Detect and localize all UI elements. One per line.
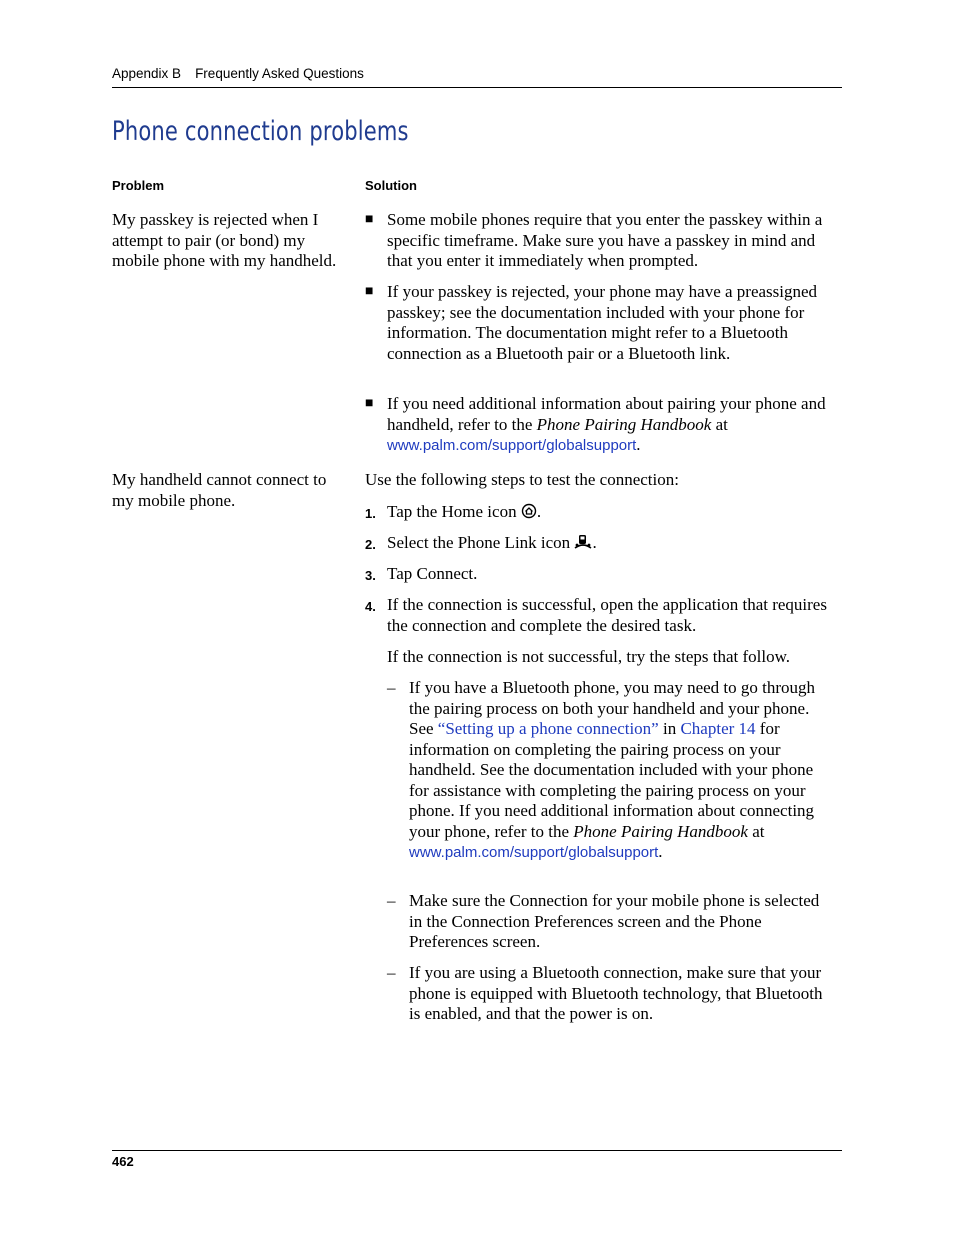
sub-1-in: in	[662, 719, 677, 738]
home-icon	[521, 503, 537, 525]
bullet-3-text: If you need additional information about pairing your phone and handheld, refer to the	[387, 394, 826, 434]
bullet-3-at: at	[715, 414, 728, 434]
globalsupport-link[interactable]: www.palm.com/support/globalsupport	[409, 844, 659, 861]
dash-marker: –	[387, 678, 396, 697]
step-number: 3.	[365, 568, 376, 583]
dash-marker: –	[387, 891, 396, 910]
bullet-marker: ■	[365, 396, 374, 411]
globalsupport-link[interactable]: www.palm.com/support/globalsupport	[387, 437, 637, 454]
step-2-text: Select the Phone Link icon	[387, 533, 571, 552]
page-number: 462	[112, 1150, 842, 1169]
sub-1-text-b: for information on completing the pairing process on your handheld. See the documentation included with your phone for assistance with completing the pairing process on your phone. If you need additional information about connecting your phone, refer to the	[409, 719, 815, 841]
sub-step-connection-prefs: Make sure the Connection for your mobile phone is selected in the Connection Preferences screen and the Phone Preferences screen.	[409, 891, 820, 951]
step-1-text: Tap the Home icon	[387, 502, 517, 521]
handbook-title: Phone Pairing Handbook	[536, 414, 712, 434]
step-3: Tap Connect.	[387, 564, 478, 583]
sub-1-at: at	[752, 821, 765, 841]
chapter-14-link[interactable]: Chapter 14	[680, 719, 756, 738]
problem-cannot-connect: My handheld cannot connect to my mobile phone.	[112, 470, 327, 510]
header-section: Appendix B	[112, 66, 182, 81]
step-2: Select the Phone Link icon .	[387, 533, 832, 556]
column-header-problem: Problem	[112, 178, 165, 193]
step-4: If the connection is successful, open the application that requires the connection and complete the desired task.	[387, 595, 827, 635]
sub-step-pairing: If you have a Bluetooth phone, you may need to go through the pairing process on both your handheld and your phone. See “Setting up a phone connection” in Chapter 14 for information on completing the pairing process on your handheld. See the documentation included with your phone for assistance with completing the pairing process on your phone. If you need additional information about connecting your phone, refer to the Phone Pairing Handbook at www.palm.com/support/globalsupport.	[409, 678, 816, 861]
problem-passkey-rejected: My passkey is rejected when I attempt to pair (or bond) my mobile phone with my handheld.	[112, 210, 337, 270]
phone-link-icon	[574, 534, 592, 556]
setting-up-phone-link[interactable]: “Setting up a phone connection”	[437, 719, 659, 738]
bullet-marker: ■	[365, 284, 374, 299]
step-1: Tap the Home icon .	[387, 502, 832, 525]
page-title: Phone connection problems	[112, 116, 409, 147]
solution-bullet-2: If your passkey is rejected, your phone may have a preassigned passkey; see the documentation included with your phone for information. The documentation might refer to a Bluetooth connection as a Bluetooth pair or a Bluetooth link.	[387, 282, 818, 363]
running-header	[112, 66, 842, 88]
step-number: 4.	[365, 599, 376, 614]
sub-1-text-a: If you have a Bluetooth phone, you may need to go through the pairing process on both your handheld and your phone. See	[409, 678, 816, 738]
followup-text: If the connection is not successful, try the steps that follow.	[387, 647, 791, 666]
header-title: Frequently Asked Questions	[195, 66, 364, 81]
column-header-solution: Solution	[365, 178, 417, 193]
dash-marker: –	[387, 963, 396, 982]
sub-step-bluetooth: If you are using a Bluetooth connection, make sure that your phone is equipped with Bluetooth technology, that Bluetooth is enabled, and that the power is on.	[409, 963, 823, 1023]
steps-intro: Use the following steps to test the connection:	[365, 470, 679, 489]
solution-bullet-3: If you need additional information about pairing your phone and handheld, refer to the Phone Pairing Handbook at www.palm.com/support/globalsupport.	[387, 394, 826, 454]
solution-bullet-1: Some mobile phones require that you enter the passkey within a specific timeframe. Make sure you have a passkey in mind and that you enter it immediately when prompted.	[387, 210, 823, 270]
bullet-marker: ■	[365, 212, 374, 227]
step-number: 1.	[365, 506, 376, 521]
handbook-title: Phone Pairing Handbook	[573, 821, 748, 841]
step-number: 2.	[365, 537, 376, 552]
